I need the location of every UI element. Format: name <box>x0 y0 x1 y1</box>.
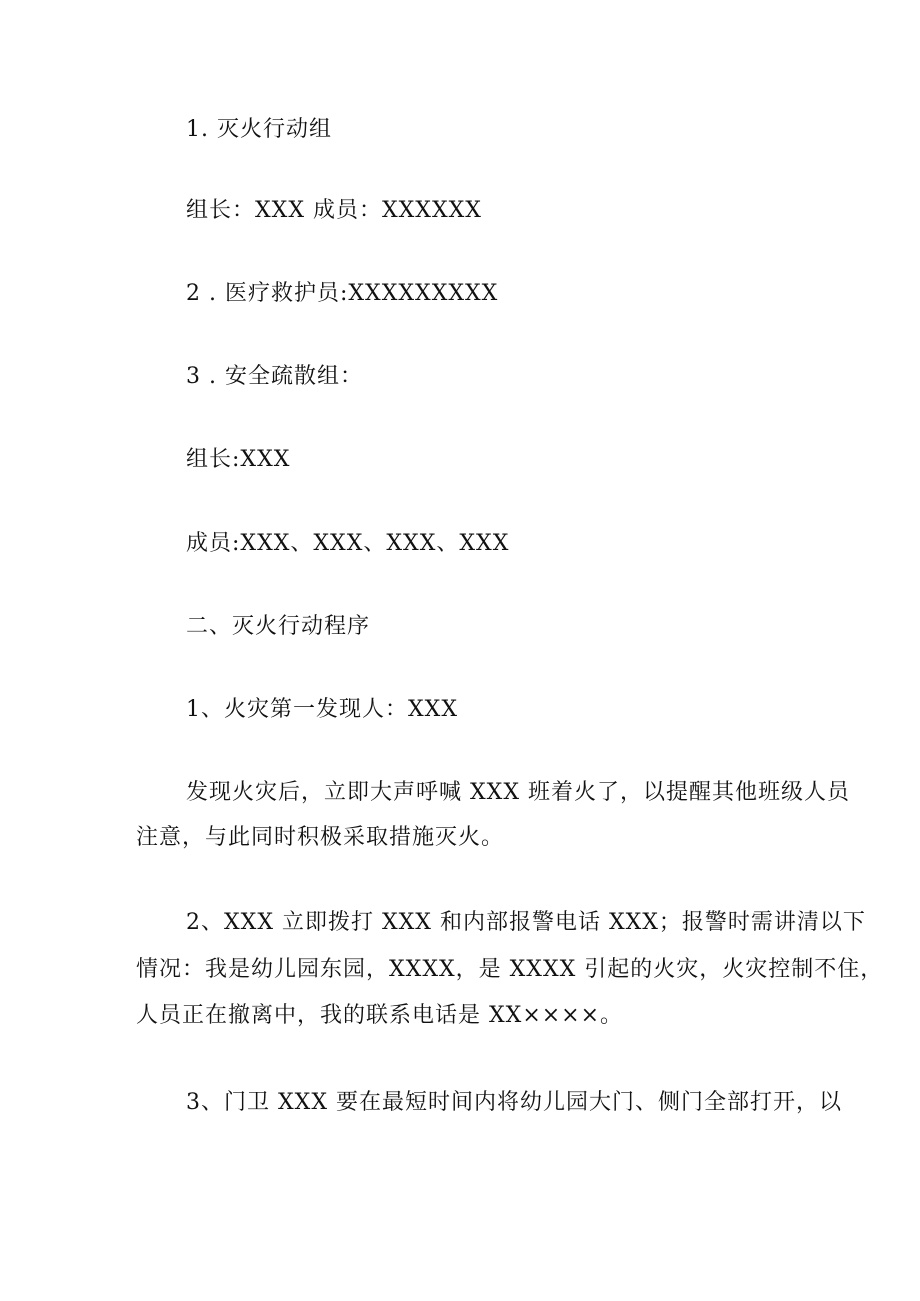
heading-evacuation-team: 3 . 安全疏散组： <box>186 364 363 389</box>
section-heading-procedure: 二、灭火行动程序 <box>186 614 371 639</box>
step-1-text-line-1: 发现火灾后，立即大声呼喊 XXX 班着火了，以提醒其他班级人员 <box>186 780 850 805</box>
step-3-text-line-1: 3、门卫 XXX 要在最短时间内将幼儿园大门、侧门全部打开，以 <box>186 1090 842 1115</box>
step-2-text-line-1: 2、XXX 立即拨打 XXX 和内部报警电话 XXX；报警时需讲清以下 <box>186 910 866 935</box>
heading-fire-team: 1. 灭火行动组 <box>186 117 332 142</box>
step-2-text-line-3: 人员正在撤离中，我的联系电话是 XX××××。 <box>136 1003 624 1028</box>
step-1-heading: 1、火灾第一发现人：XXX <box>186 697 458 722</box>
fire-team-members: 组长：XXX 成员：XXXXXX <box>186 198 482 223</box>
step-1-text-line-2: 注意，与此同时积极采取措施灭火。 <box>136 825 505 850</box>
step-2-text-line-2: 情况：我是幼儿园东园，XXXX，是 XXXX 引起的火灾，火灾控制不住， <box>136 957 884 982</box>
medical-rescuer: 2 . 医疗救护员:XXXXXXXXX <box>186 281 499 306</box>
evacuation-team-members: 成员:XXX、XXX、XXX、XXX <box>186 531 510 556</box>
evacuation-team-leader: 组长:XXX <box>186 447 291 472</box>
